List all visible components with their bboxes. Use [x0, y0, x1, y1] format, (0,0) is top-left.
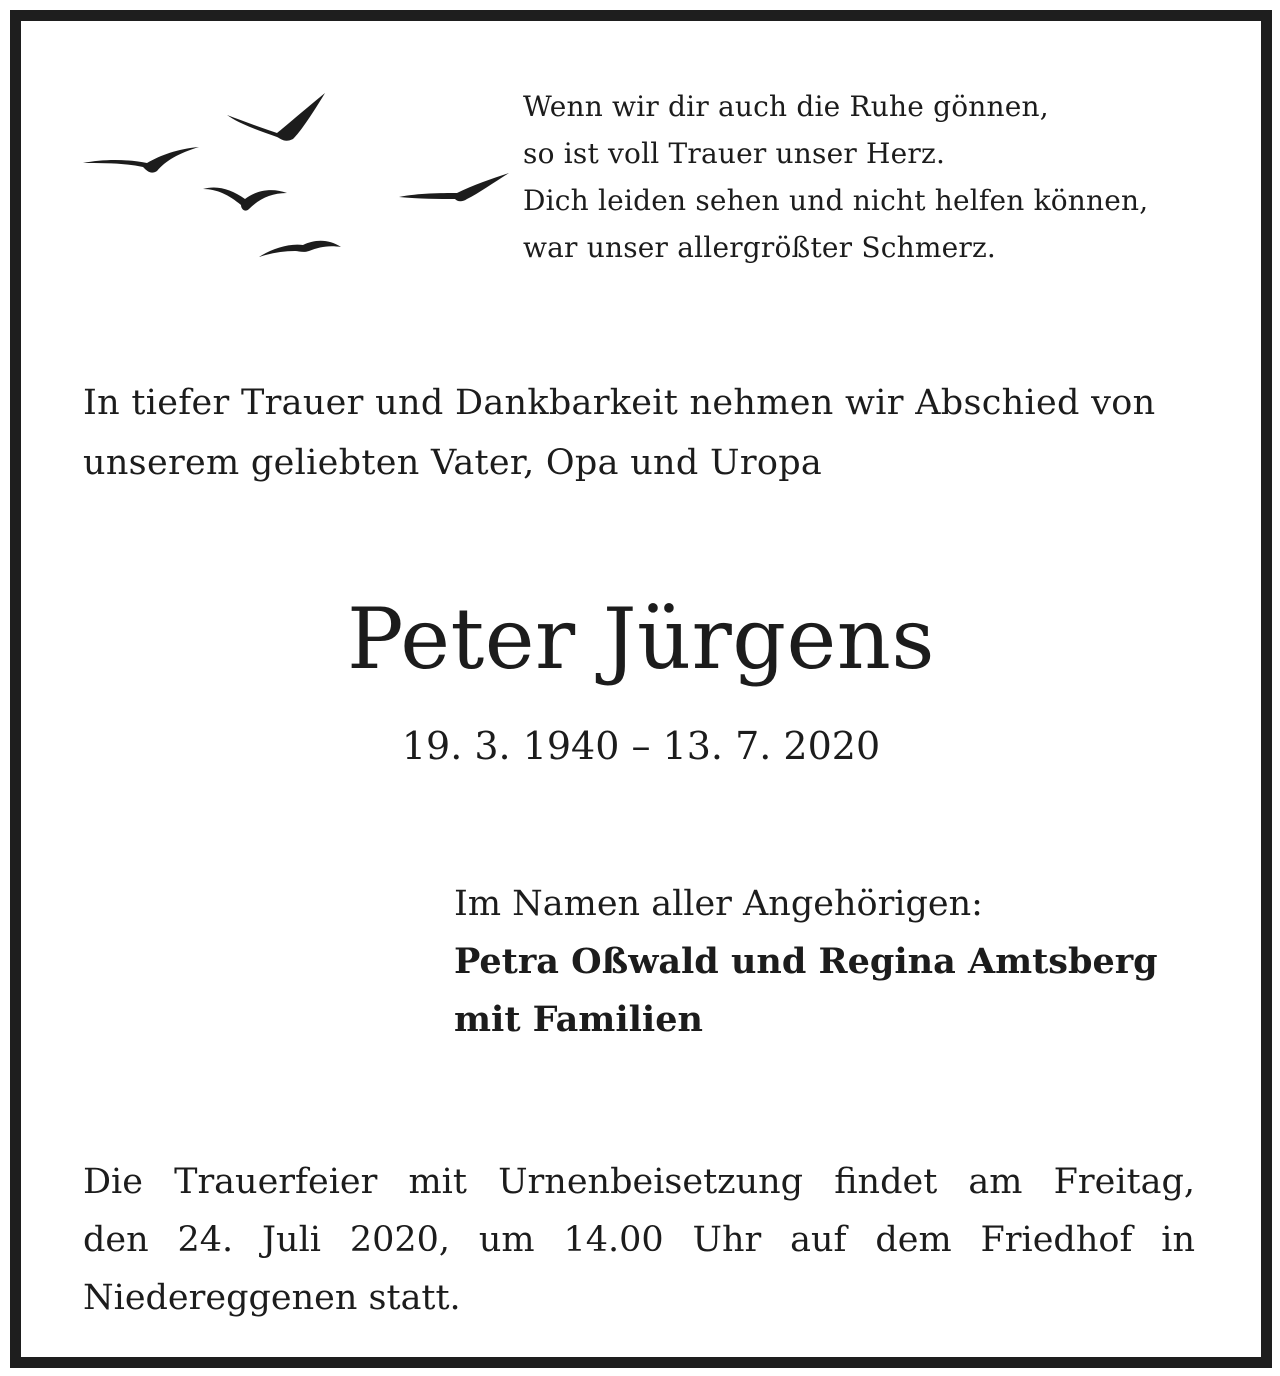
ceremony-line: den 24. Juli 2020, um 14.00 Uhr auf dem Friedhof in	[83, 1220, 1195, 1260]
deceased-name: Peter Jürgens	[347, 590, 935, 688]
obituary-notice	[10, 10, 1272, 1368]
poem-line: so ist voll Trauer unser Herz.	[523, 137, 946, 170]
life-dates: 19. 3. 1940 – 13. 7. 2020	[401, 724, 881, 768]
intro-line: In tiefer Trauer und Dankbarkeit nehmen wir Abschied von	[83, 383, 1156, 423]
family-names: Petra Oßwald und Regina Amtsberg	[454, 941, 1158, 982]
bird-icon	[83, 147, 199, 173]
poem-line: war unser allergrößter Schmerz.	[523, 231, 997, 264]
bird-icon	[259, 241, 341, 257]
bird-icon	[227, 93, 325, 141]
poem	[523, 83, 1148, 271]
intro-text	[83, 373, 1203, 493]
poem-line: Wenn wir dir auch die Ruhe gönnen,	[523, 90, 1049, 123]
family-intro: Im Namen aller Angehörigen:	[454, 884, 983, 924]
poem-line: Dich leiden sehen und nicht helfen können,	[523, 184, 1149, 217]
flying-birds-icon	[81, 81, 511, 271]
family-signature	[454, 875, 1158, 1049]
ceremony-line: Niedereggenen statt.	[83, 1278, 461, 1318]
ceremony-line: Die Trauerfeier mit Urnenbeisetzung findet am Freitag,	[83, 1162, 1195, 1202]
ceremony-details	[83, 1153, 1195, 1327]
intro-line: unserem geliebten Vater, Opa und Uropa	[83, 443, 823, 483]
bird-icon	[203, 187, 287, 210]
bird-icon	[399, 173, 509, 201]
family-names-suffix: mit Familien	[454, 999, 703, 1040]
